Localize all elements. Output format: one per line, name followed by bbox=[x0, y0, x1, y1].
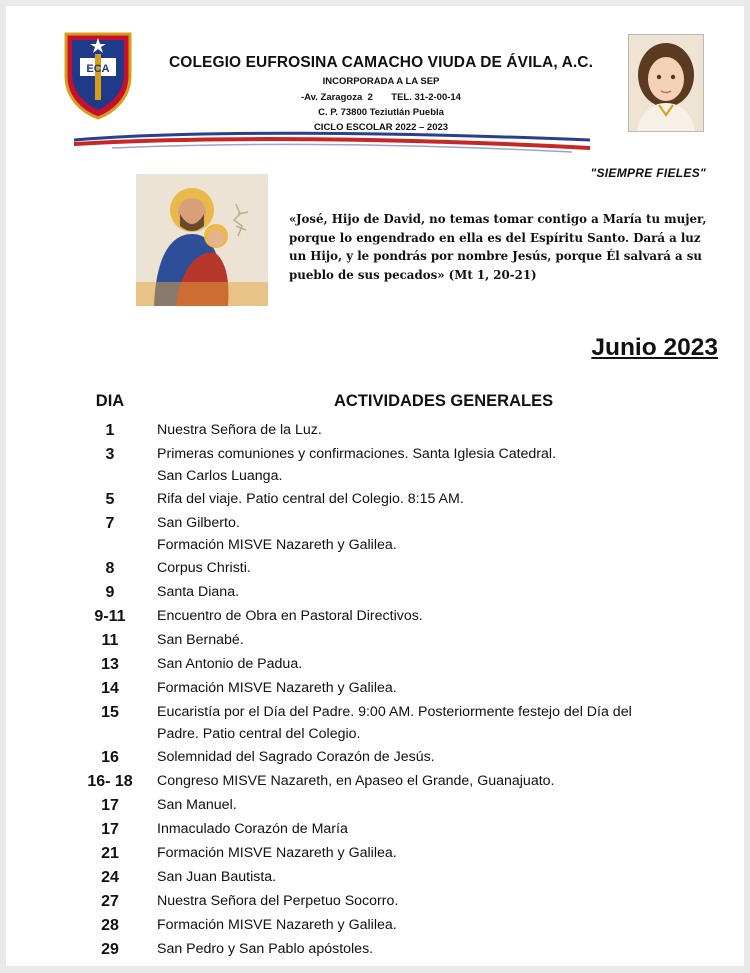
postal-text: C. P. 73800 Teziutlán Puebla bbox=[318, 107, 444, 118]
table-row bbox=[80, 604, 720, 628]
activity-cell: San Gilberto. Formación MISVE Nazareth y Galilea. bbox=[157, 515, 397, 553]
activity-cell: San Manuel. bbox=[157, 797, 237, 813]
table-row bbox=[80, 700, 720, 745]
table-row bbox=[80, 580, 720, 604]
activity-cell: Eucaristía por el Día del Padre. 9:00 AM. Posteriormente festejo del Día del Padre. Patio central del Colegio. bbox=[157, 704, 632, 742]
table-row bbox=[80, 889, 720, 913]
activity-cell: San Pedro y San Pablo apóstoles. bbox=[157, 941, 374, 957]
activity-cell: Nuestra Señora del Perpetuo Socorro. bbox=[157, 893, 399, 909]
table-row bbox=[80, 676, 720, 700]
address-phone-text: -Av. Zaragoza 2 TEL. 31-2-00-14 bbox=[301, 92, 461, 103]
activities-table bbox=[80, 418, 720, 961]
table-row bbox=[80, 652, 720, 676]
activities-column-header: ACTIVIDADES GENERALES bbox=[334, 392, 554, 410]
day-cell: 16- 18 bbox=[87, 773, 133, 790]
day-cell: 3 bbox=[105, 446, 115, 463]
day-cell: 7 bbox=[105, 515, 115, 532]
activity-cell: San Juan Bautista. bbox=[157, 869, 277, 885]
day-cell: 17 bbox=[101, 797, 119, 814]
day-cell: 21 bbox=[101, 845, 119, 862]
day-cell: 13 bbox=[101, 656, 119, 673]
table-row bbox=[80, 628, 720, 652]
activity-cell: Encuentro de Obra en Pastoral Directivos. bbox=[157, 608, 423, 624]
activity-cell: San Bernabé. bbox=[157, 632, 244, 648]
header-swoosh-divider bbox=[72, 128, 592, 158]
day-cell: 9-11 bbox=[94, 608, 126, 625]
day-cell: 29 bbox=[101, 941, 119, 958]
activity-cell: Santa Diana. bbox=[157, 584, 240, 600]
table-row bbox=[80, 556, 720, 580]
table-row bbox=[80, 913, 720, 937]
day-cell: 15 bbox=[101, 704, 119, 721]
bible-quote: «José, Hijo de David, no temas tomar contigo a María tu mujer, porque lo engendrado en ella es del Espíritu Santo. Dará a luz un Hijo, y le pondrás por nombre Jesús, porque Él salvará a su pueblo de sus pecados» (Mt 1, 20-21) bbox=[289, 212, 707, 282]
table-row bbox=[80, 442, 720, 487]
school-crest-icon bbox=[60, 28, 136, 120]
activity-cell: Inmaculado Corazón de María bbox=[157, 821, 348, 837]
table-row bbox=[80, 418, 720, 442]
activity-cell: Formación MISVE Nazareth y Galilea. bbox=[157, 845, 397, 861]
day-cell: 27 bbox=[101, 893, 119, 910]
incorporation-text: INCORPORADA A LA SEP bbox=[322, 76, 440, 87]
school-name: COLEGIO EUFROSINA CAMACHO VIUDA DE ÁVILA, A.C. bbox=[169, 54, 593, 71]
svg-text:ECA: ECA bbox=[86, 63, 110, 75]
child-portrait-image bbox=[628, 34, 704, 132]
activity-cell: Congreso MISVE Nazareth, en Apaseo el Grande, Guanajuato. bbox=[157, 773, 555, 789]
school-year-text: CICLO ESCOLAR 2022 – 2023 bbox=[313, 122, 449, 133]
day-cell: 1 bbox=[105, 422, 115, 439]
table-row bbox=[80, 487, 720, 511]
activity-cell: Formación MISVE Nazareth y Galilea. bbox=[157, 917, 397, 933]
activity-cell: Rifa del viaje. Patio central del Colegio. 8:15 AM. bbox=[157, 491, 464, 507]
day-column-header: DIA bbox=[95, 392, 125, 410]
day-cell: 17 bbox=[101, 821, 119, 838]
day-cell: 8 bbox=[105, 560, 115, 577]
day-cell: 28 bbox=[101, 917, 119, 934]
table-row bbox=[80, 865, 720, 889]
motto-text: "SIEMPRE FIELES" bbox=[590, 166, 706, 180]
activity-cell: Corpus Christi. bbox=[157, 560, 251, 576]
saint-joseph-image bbox=[136, 174, 268, 306]
activity-cell: Nuestra Señora de la Luz. bbox=[157, 422, 322, 438]
activity-cell: San Antonio de Padua. bbox=[157, 656, 303, 672]
activity-cell: Primeras comuniones y confirmaciones. Santa Iglesia Catedral. San Carlos Luanga. bbox=[157, 446, 557, 484]
table-row bbox=[80, 511, 720, 556]
table-row bbox=[80, 937, 720, 961]
day-cell: 9 bbox=[105, 584, 115, 601]
day-cell: 16 bbox=[101, 749, 119, 766]
table-row bbox=[80, 793, 720, 817]
month-title: Junio 2023 bbox=[591, 334, 718, 361]
activity-cell: Solemnidad del Sagrado Corazón de Jesús. bbox=[157, 749, 435, 765]
activity-cell: Formación MISVE Nazareth y Galilea. bbox=[157, 680, 397, 696]
table-row bbox=[80, 817, 720, 841]
day-cell: 5 bbox=[105, 491, 115, 508]
day-cell: 24 bbox=[101, 869, 119, 886]
day-cell: 11 bbox=[101, 632, 119, 649]
day-cell: 14 bbox=[101, 680, 119, 697]
table-row bbox=[80, 745, 720, 769]
table-row bbox=[80, 841, 720, 865]
document-page bbox=[6, 6, 744, 966]
table-row bbox=[80, 769, 720, 793]
